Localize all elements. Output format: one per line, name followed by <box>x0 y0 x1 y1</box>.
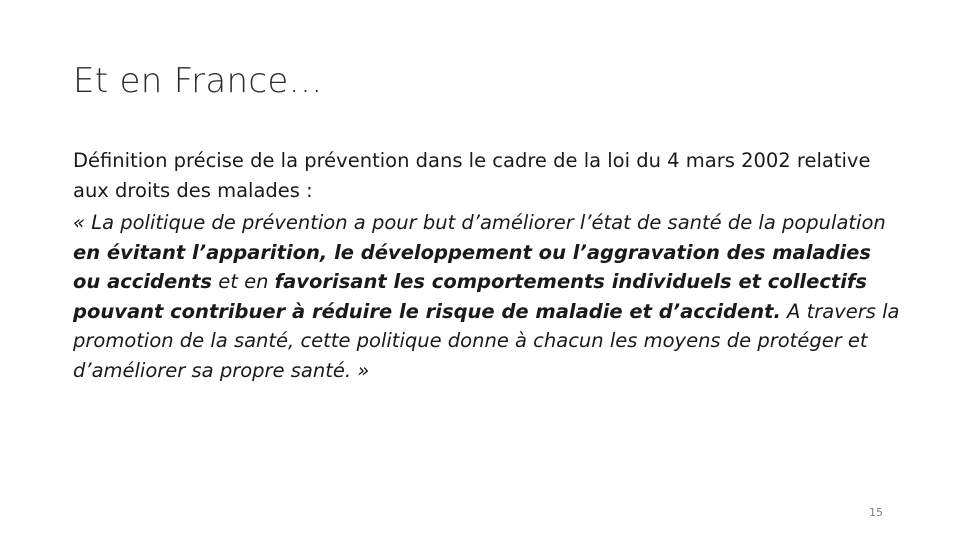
quote-paragraph <box>73 208 903 385</box>
quote-emphasis-1: en évitant l’apparition, le développement ou l’aggravation des maladies ou accidents <box>73 240 872 293</box>
page-number: 15 <box>869 506 883 519</box>
intro-paragraph: Définition précise de la prévention dans le cadre de la loi du 4 mars 2002 relative aux droits des malades : <box>73 149 871 202</box>
quote-text-3: A travers la promotion de la santé, cette politique donne à chacun les moyens de protéger et d’améliorer sa propre santé. » <box>73 299 900 382</box>
quote-emphasis-2: favorisant les comportements individuels et collectifs pouvant contribuer à réduire le risque de maladie et d’accident. <box>73 270 867 323</box>
quote-text-1: « La politique de prévention a pour but d’améliorer l’état de santé de la population <box>73 211 886 234</box>
slide-body <box>73 146 903 385</box>
slide-title: Et en France… <box>73 61 323 101</box>
quote-text-2: et en <box>212 270 275 293</box>
